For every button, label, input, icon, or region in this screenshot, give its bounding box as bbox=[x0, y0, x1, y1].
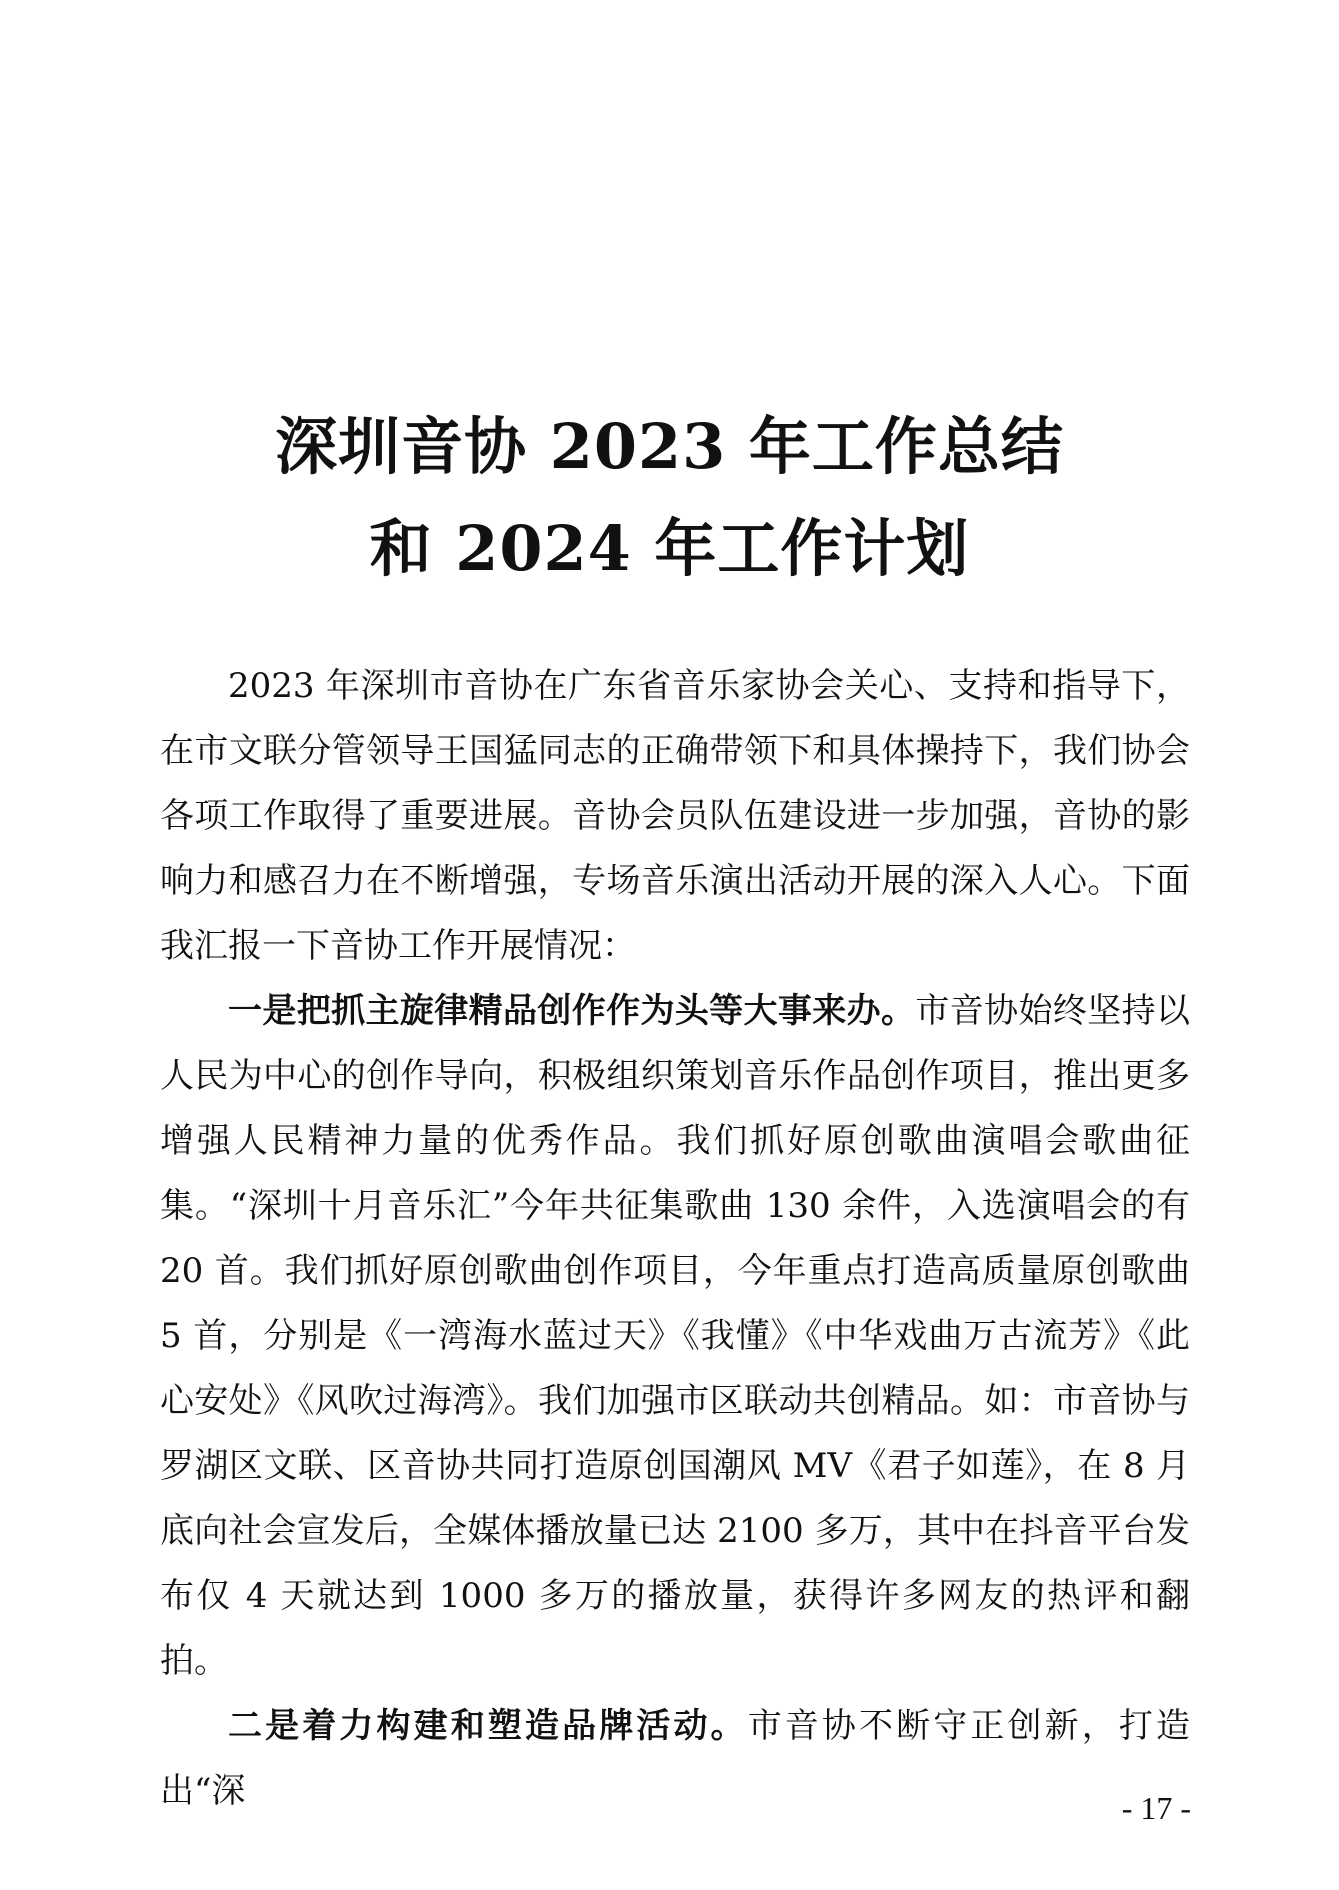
body-text bbox=[160, 654, 1190, 1824]
paragraph-intro bbox=[160, 654, 1190, 979]
paragraph-lead: 一是把抓主旋律精品创作作为头等大事来办。 bbox=[228, 991, 916, 1031]
paragraph-text: 市音协不断守正创新，打造出“深 bbox=[160, 1706, 1191, 1811]
page-number: - 17 - bbox=[1121, 1790, 1191, 1826]
paragraph-text: 2023 年深圳市音协在广东省音乐家协会关心、支持和指导下，在市文联分管领导王国猛同志的正确带领下和具体操持下，我们协会各项工作取得了重要进展。音协会员队伍建设进一步加强，音协的影响力和感召力在不断增强，专场音乐演出活动开展的深入人心。下面我汇报一下音协工作开展情况： bbox=[160, 666, 1190, 966]
paragraph-text: 市音协始终坚持以人民为中心的创作导向，积极组织策划音乐作品创作项目，推出更多增强人民精神力量的优秀作品。我们抓好原创歌曲演唱会歌曲征集。“深圳十月音乐汇”今年共征集歌曲 130 余件，入选演唱会的有 20 首。我们抓好原创歌曲创作项目，今年重点打造高质量原创歌曲 5 首，分别是《一湾海水蓝过天》《我懂》《中华戏曲万古流芳》《此心安处》《风吹过海湾》。我们加强市区联动共创精品。如：市音协与罗湖区文联、区音协共同打造原创国潮风 MV《君子如莲》，在 8 月底向社会宣发后，全媒体播放量已达 2100 多万，其中在抖音平台发布仅 4 天就达到 1000 多万的播放量，获得许多网友的热评和翻拍。 bbox=[160, 991, 1190, 1681]
paragraph-brand bbox=[160, 1694, 1190, 1824]
paragraph-creation bbox=[160, 979, 1190, 1694]
paragraph-lead: 二是着力构建和塑造品牌活动。 bbox=[228, 1706, 748, 1746]
title-line-2: 和 2024 年工作计划 bbox=[369, 512, 970, 585]
title-line-1: 深圳音协 2023 年工作总结 bbox=[275, 410, 1064, 483]
